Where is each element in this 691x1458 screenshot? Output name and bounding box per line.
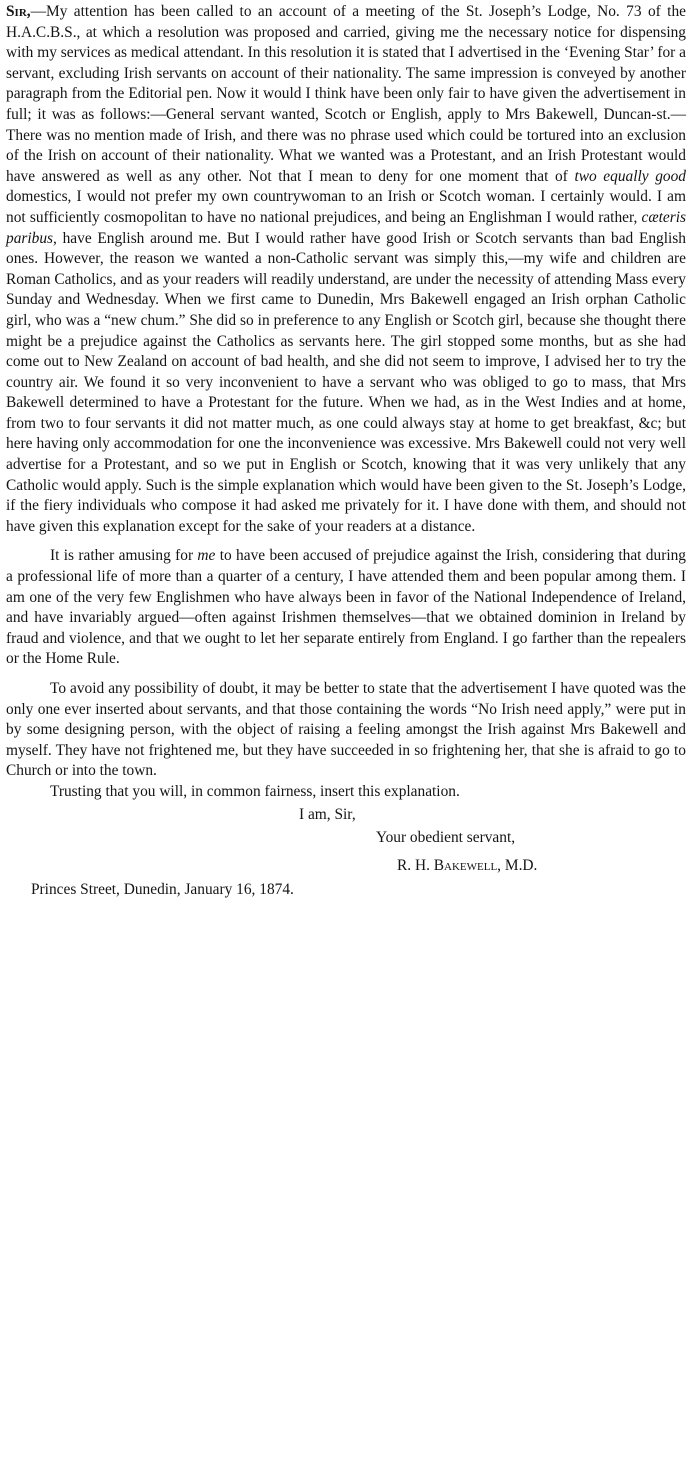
closing-line-i-am-sir: I am, Sir, bbox=[299, 805, 356, 823]
paragraph-1 bbox=[6, 2, 686, 537]
emphasis-me: me bbox=[197, 547, 216, 565]
salutation: Sir, bbox=[6, 3, 31, 20]
paragraph-2 bbox=[6, 546, 686, 670]
paragraph-2-text-a: It is rather amusing for bbox=[50, 547, 198, 565]
paragraph-2-text-b: to have been accused of prejudice against the Irish, considering that during a professional life of more than a quarter of a century, I have attended them and been popular among them. I am one of the very few Englishmen who have always been in favor of the National Independence of Ireland, and have invariably argued—often against Irishmen themselves—that we obtained dominion in Ireland by fraud and violence, and that we ought to let her separate entirely from England. I go farther than the repealers or the Home Rule. bbox=[6, 547, 686, 668]
closing-line-obedient-servant: Your obedient servant, bbox=[376, 828, 516, 846]
letter-closing bbox=[6, 803, 686, 921]
dateline: Princes Street, Dunedin, January 16, 1874. bbox=[31, 880, 294, 898]
paragraph-4: Trusting that you will, in common fairness, insert this explanation. bbox=[50, 782, 460, 800]
paragraph-3: To avoid any possibility of doubt, it may be better to state that the advertisement I have quoted was the only one ever inserted about servants, and that those containing the words “No Irish need apply,” were put in by some designing person, with the object of raising a feeling amongst the Irish against Mrs Bakewell and myself. They have not frightened me, but they have succeeded in so frightening her, that she is afraid to go to Church or into the town. bbox=[6, 680, 686, 780]
signature-name: R. H. Bakewell, bbox=[397, 856, 502, 874]
paragraph-gap bbox=[6, 537, 686, 546]
paragraph-gap bbox=[6, 670, 686, 679]
signature-line bbox=[397, 856, 537, 877]
emphasis-two-equally-good: two equally good bbox=[574, 167, 687, 185]
emphasis-caeteris-paribus: cæteris paribus, bbox=[6, 208, 686, 247]
paragraph-1-text-b: domestics, I would not prefer my own countrywoman to an Irish or Scotch woman. I certainly would. I am not sufficiently cosmopolitan to have no national prejudices, and being an Englishman I would rather, bbox=[6, 188, 686, 226]
signature-credential: M.D. bbox=[501, 856, 538, 874]
paragraph-1-text-a: —My attention has been called to an account of a meeting of the St. Joseph’s Lodge, No. 73 of the H.A.C.B.S., at which a resolution was proposed and carried, giving me the necessary notice for dispensing with my services as medical attendant. In this resolution it is stated that I advertised in the ‘Evening Star’ for a servant, excluding Irish servants on account of their nationality. The same impression is conveyed by another paragraph from the Editorial pen. Now it would I think have been only fair to have given the advertisement in full; it was as follows:—General servant wanted, Scotch or English, apply to Mrs Bakewell, Duncan-st.—There was no mention made of Irish, and there was no phrase used which could be tortured into an exclusion of the Irish on account of their nationality. What we wanted was a Protestant, and an Irish Protestant would have answered as well as any other. Not that I mean to deny for one moment that of bbox=[6, 3, 686, 185]
paragraph-1-text-c: have English around me. But I would rather have good Irish or Scotch servants than bad English ones. However, the reason we wanted a non-Catholic servant was simply this,—my wife and children are Roman Catholics, and as your readers will readily understand, are under the necessity of attending Mass every Sunday and Wednesday. When we first came to Dunedin, Mrs Bakewell engaged an Irish orphan Catholic girl, who was a “new chum.” She did so in preference to any English or Scotch girl, because she thought there might be a prejudice against the Catholics as servants here. The girl stopped some months, but as she had come out to New Zealand on account of bad health, and she did not seem to improve, I advised her to try the country air. We found it so very inconvenient to have a servant who was obliged to go to mass, that Mrs Bakewell determined to have a Protestant for the future. When we had, as in the West Indies and at home, from two to four servants it did not matter much, as one could always stay at home to get breakfast, &c; but here having only accommodation for one the inconvenience was excessive. Mrs Bakewell could not very well advertise for a Protestant, and so we put in English or Scotch, knowing that it was very unlikely that any Catholic would apply. Such is the simple explanation which would have been given to the St. Joseph’s Lodge, if the fiery individuals who compose it had asked me privately for it. I have done with them, and should not have given this explanation except for the sake of your readers at a distance. bbox=[6, 229, 686, 535]
